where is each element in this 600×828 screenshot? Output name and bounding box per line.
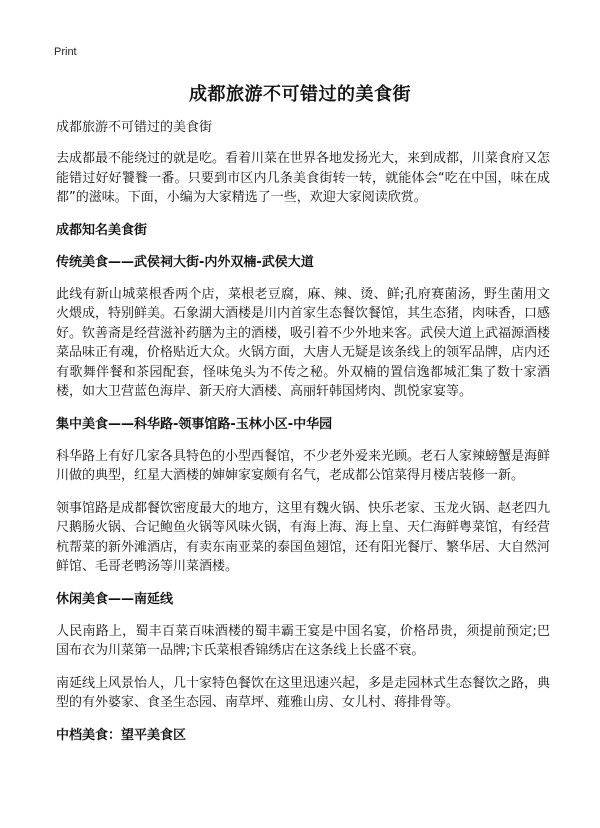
paragraph-nanyan-line: 南延线上风景怡人，几十家特色餐饮在这里迅速兴起，多是走园林式生态餐饮之路，典型的有外婆家、食圣生态园、南草坪、薤雅山房、女儿村、蒋排骨等。 (56, 675, 551, 710)
article-subtitle: 成都旅游不可错过的美食街 (56, 120, 213, 135)
subsection-heading-midrange: 中档美食：望平美食区 (56, 727, 187, 743)
paragraph-renmin-south: 人民南路上，蜀丰百菜百味酒楼的蜀丰霸王宴是中国名宴，价格昂贵，须提前预定;巴国布衣为川菜第一品牌;卞氏菜根香锦绣店在这条线上长盛不衰。 (56, 623, 550, 658)
subsection-heading-concentrated: 集中美食——科华路-领事馆路-玉林小区-中华园 (56, 416, 333, 432)
paragraph-traditional: 此线有新山城菜根香两个店，菜根老豆腐，麻、辣、烫、鲜;孔府赛菌汤，野生菌用文火煨成，特别鲜美。石象湖大酒楼是川内首家生态餐饮餐馆，其生态猪，肉味香，口感好。钦善斋是经营滋补药膳为主的酒楼，吸引着不少外地来客。武侯大道上武福源酒楼菜品味正有魂，价格贴近大众。火锅方面，大唐人无疑是该条线上的领军品牌，店内还有歌舞伴餐和茶园配套，怪味兔头为不传之秘。外双楠的置信逸都城汇集了数十家酒楼，如大卫营蓝色海岸、新天府大酒楼、高丽轩韩国烤肉、凯悦家宴等。 (56, 286, 551, 399)
paragraph-consulate-road: 领事馆路是成都餐饮密度最大的地方，这里有魏火锅、快乐老家、玉龙火锅、赵老四九尺鹅肠火锅、合记鲍鱼火锅等风味火锅，有海上海、海上皇、天仁海鲜粤菜馆，有经营杭帮菜的新外滩酒店，有卖东南亚菜的泰国鱼翅馆，还有阳光餐厅、繁华居、大自然河鲜馆、毛哥老鸭汤等川菜酒楼。 (56, 500, 551, 574)
section-heading: 成都知名美食街 (56, 222, 148, 238)
subsection-heading-leisure: 休闲美食——南延线 (56, 591, 174, 607)
paragraph-kehua-road: 科华路上有好几家各具特色的小型西餐馆，不少老外爱来光顾。老石人家辣螃蟹是海鲜川做的典型，红星大酒楼的婶婶家宴颇有名气，老成都公馆菜得月楼店装修一新。 (56, 448, 551, 483)
intro-paragraph: 去成都最不能绕过的就是吃。看着川菜在世界各地发扬光大，来到成都，川菜食府又怎能错过好好饕餮一番。只要到市区内几条美食街转一转，就能体会“吃在中国，味在成都”的滋味。下面，小编为大家精选了一些，欢迎大家阅读欣赏。 (56, 151, 551, 205)
subsection-heading-traditional: 传统美食——武侯祠大街-内外双楠-武侯大道 (56, 254, 314, 270)
article-body (56, 118, 550, 758)
print-label: Print (54, 46, 77, 58)
page-title: 成都旅游不可错过的美食街 (189, 84, 411, 105)
